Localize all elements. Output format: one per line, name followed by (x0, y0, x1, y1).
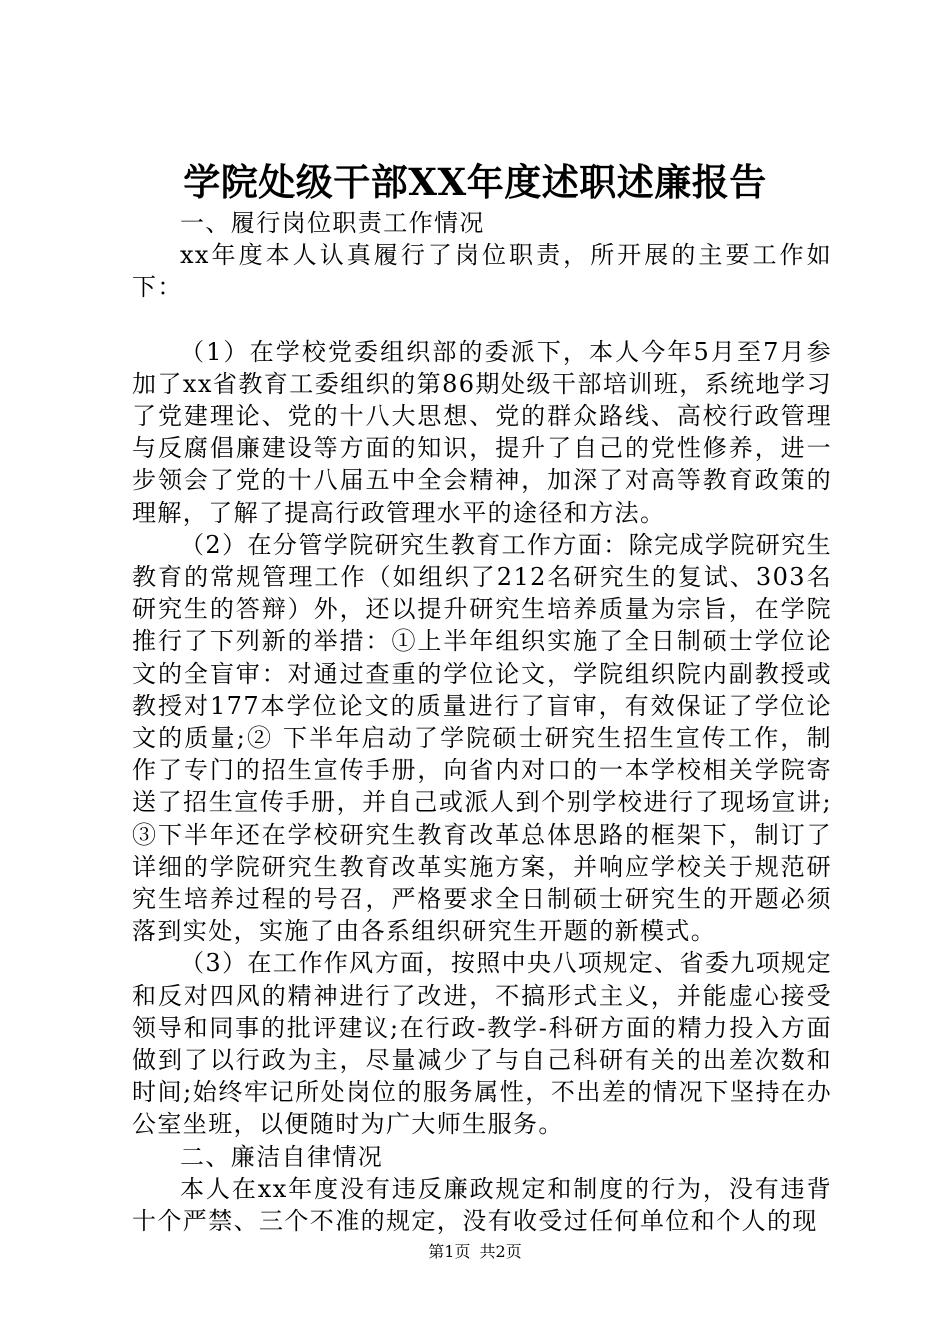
section-heading-duties: 一、履行岗位职责工作情况 (180, 209, 485, 237)
paragraph-intro: xx年度本人认真履行了岗位职责，所开展的主要工作如下： (132, 241, 832, 302)
document-title: 学院处级干部XX年度述职述廉报告 (183, 160, 767, 204)
paragraph-integrity: 本人在xx年度没有违反廉政规定和制度的行为，没有违背十个严禁、三个不准的规定，没有收受过任何单位和个人的现 (132, 1174, 832, 1236)
document-body (132, 207, 832, 1237)
page-number: 第1页 (428, 1242, 471, 1261)
paragraph-item-1: （1）在学校党委组织部的委派下，本人今年5月至7月参加了xx省教育工委组织的第86期处级干部培训班，系统地学习了党建理论、党的十八大思想、党的群众路线、高校行政管理与反腐倡廉建设等方面的知识，提升了自己的党性修养，进一步领会了党的十八届五中全会精神，加深了对高等教育政策的理解，了解了提高行政管理水平的途径和方法。 (132, 337, 832, 527)
section-heading-integrity: 二、廉洁自律情况 (180, 1142, 384, 1171)
page-total: 共2页 (479, 1242, 522, 1261)
paragraph-item-2: （2）在分管学院研究生教育工作方面：除完成学院研究生教育的常规管理工作（如组织了212名研究生的复试、303名研究生的答辩）外，还以提升研究生培养质量为宗旨，在学院推行了下列新的举措：①上半年组织实施了全日制硕士学位论文的全盲审：对通过查重的学位论文，学院组织院内副教授或教授对177本学位论文的质量进行了盲审，有效保证了学位论文的质量;② 下半年启动了学院硕士研究生招生宣传工作，制作了专门的招生宣传手册，向省内对口的一本学校相关学院寄送了招生宣传手册，并自己或派人到个别学校进行了现场宣讲;③下半年还在学校研究生教育改革总体思路的框架下，制订了详细的学院研究生教育改革实施方案，并响应学校关于规范研究生培养过程的号召，严格要求全日制硕士研究生的开题必须落到实处，实施了由各系组织研究生开题的新模式。 (132, 530, 832, 946)
paragraph-item-3: （3）在工作作风方面，按照中央八项规定、省委九项规定和反对四风的精神进行了改进，不搞形式主义，并能虚心接受领导和同事的批评建议;在行政-教学-科研方面的精力投入方面做到了以行政为主，尽量减少了与自己科研有关的出差次数和时间;始终牢记所处岗位的服务属性，不出差的情况下坚持在办公室坐班，以便随时为广大师生服务。 (132, 949, 832, 1139)
page-footer (0, 1240, 950, 1264)
